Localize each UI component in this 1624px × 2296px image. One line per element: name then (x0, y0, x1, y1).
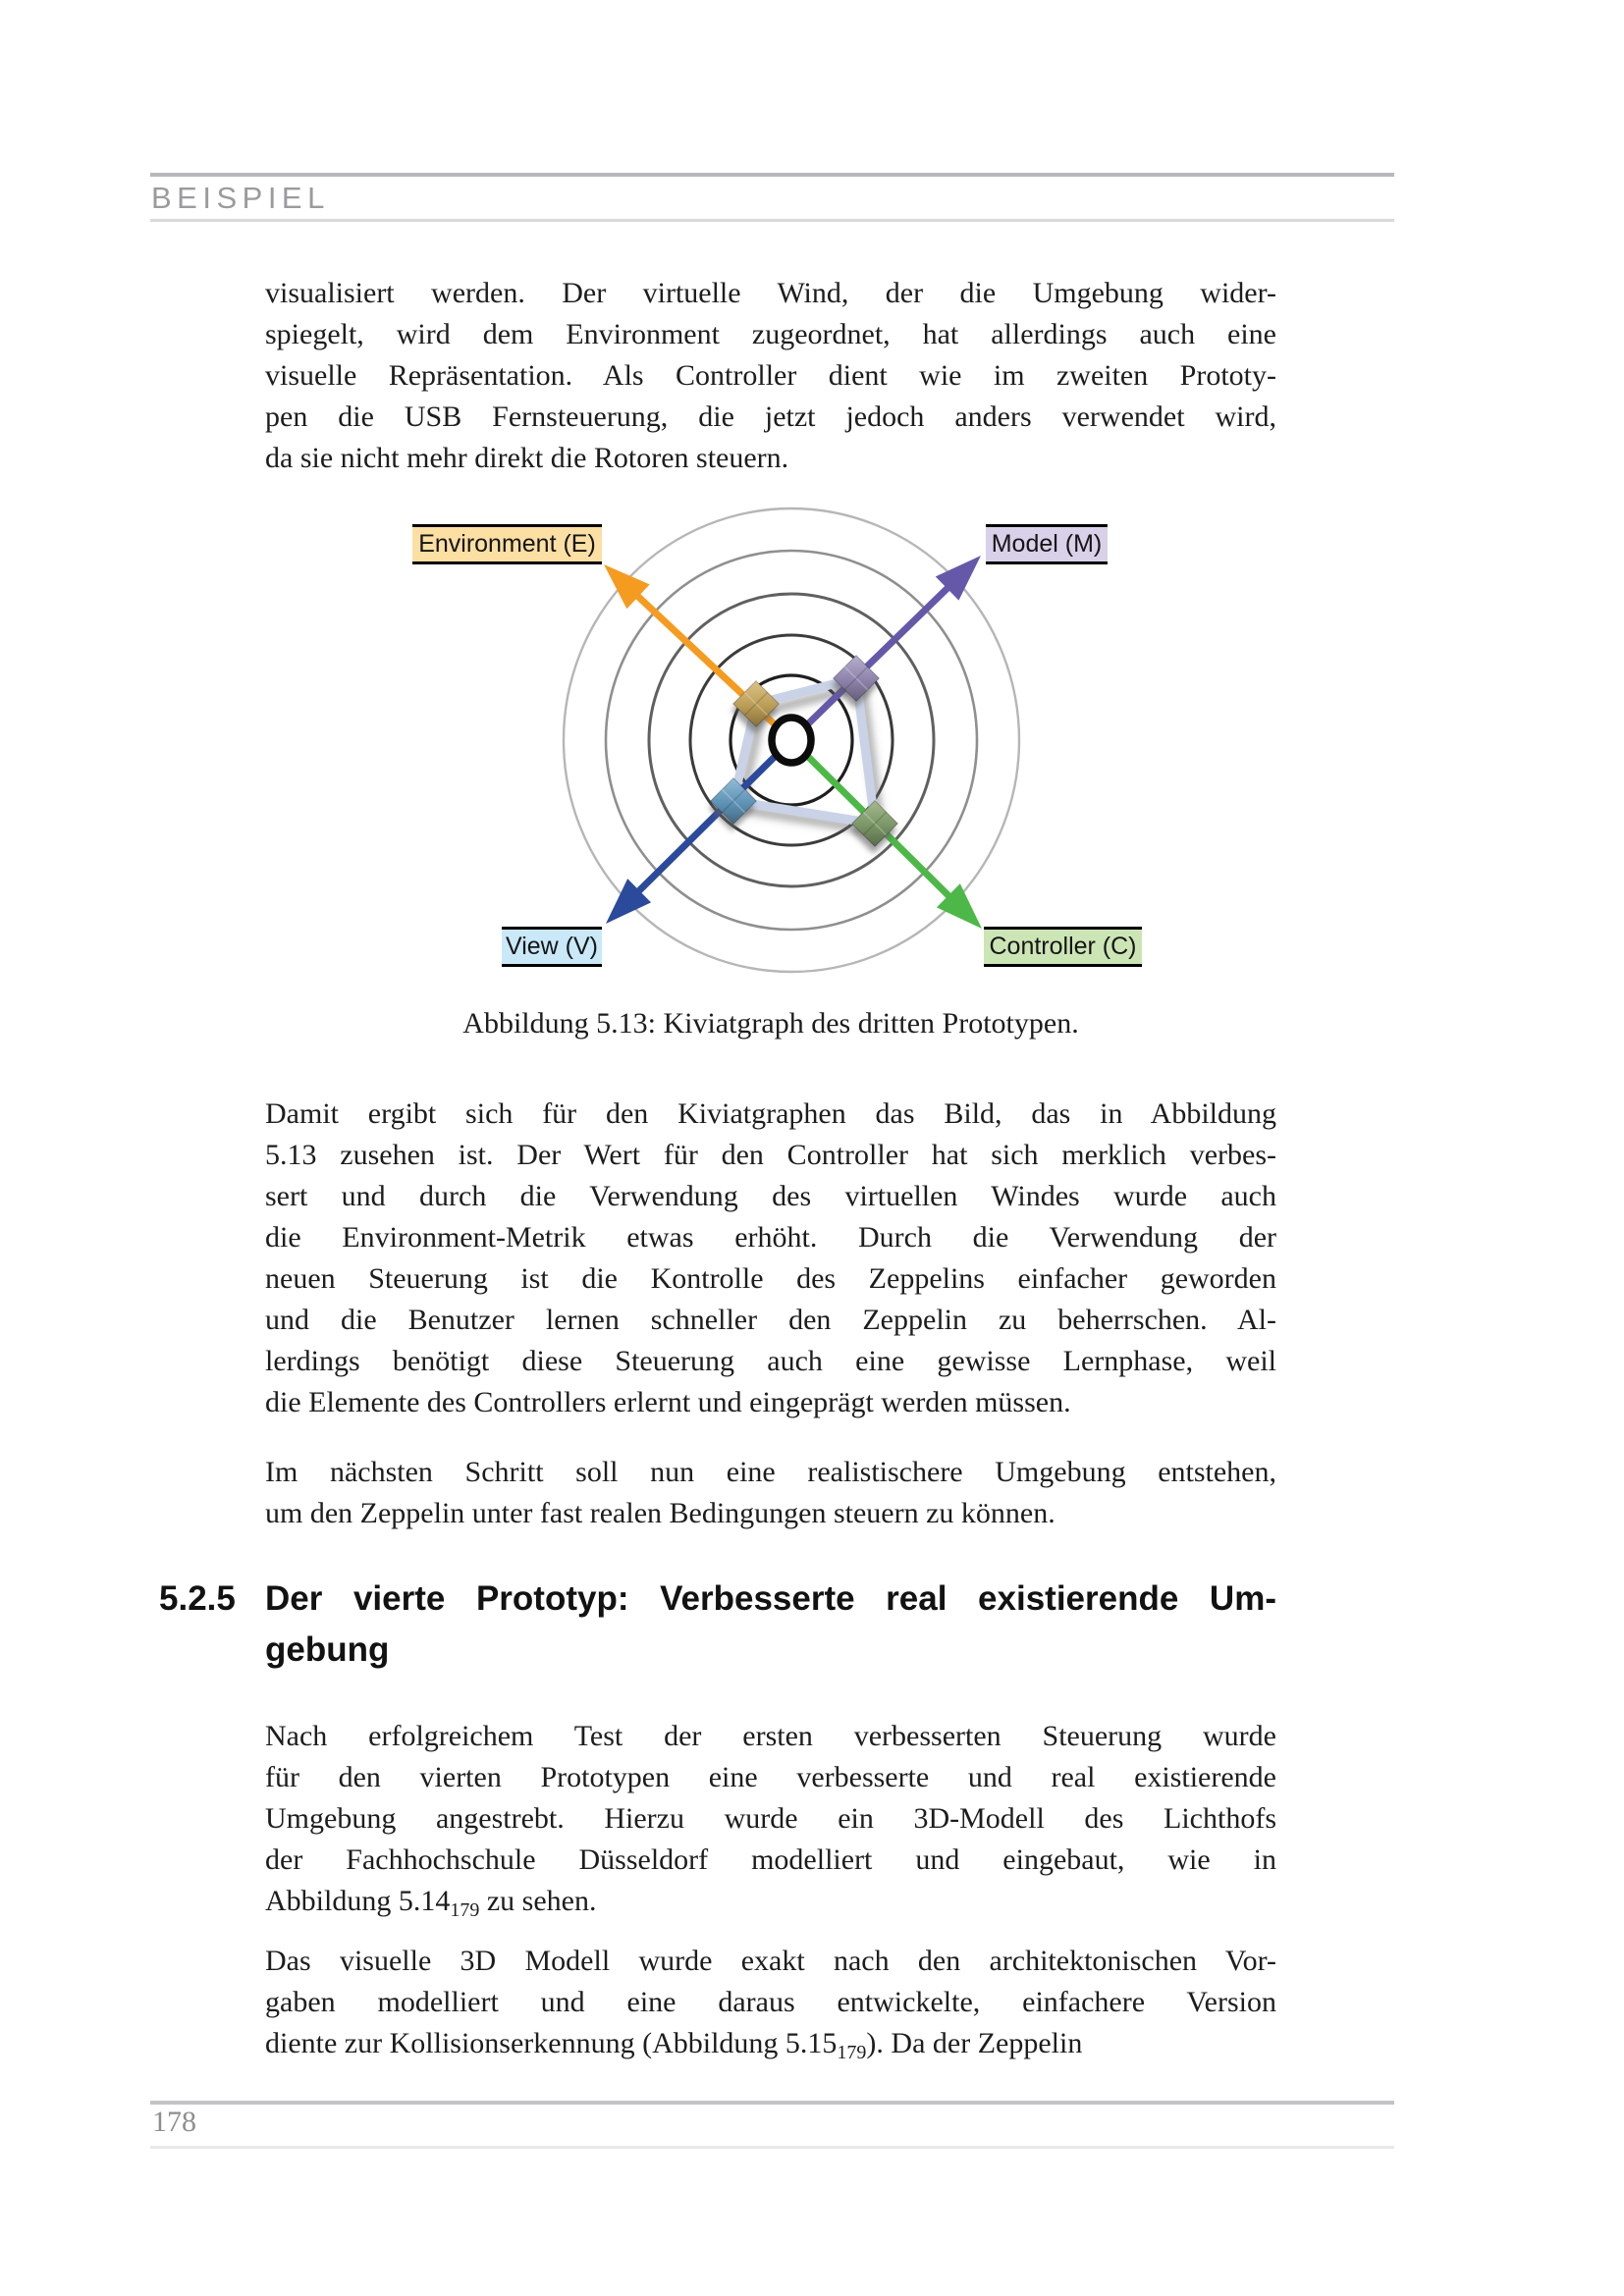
axis-label-text: View (V) (505, 933, 598, 960)
axis-arrow-view (606, 740, 791, 924)
text-line: visuelle Repräsentation. Als Controller dient wie im zweiten Prototy- (265, 359, 1276, 392)
text-line: visualisiert werden. Der virtuelle Wind, der die Umgebung wider- (265, 277, 1276, 309)
running-header: BEISPIEL (151, 181, 330, 215)
subscript-reference: 179 (450, 1899, 480, 1921)
text-line: die Elemente des Controllers erlernt und eingeprägt werden müssen. (265, 1386, 1071, 1418)
text-line: der Fachhochschule Düsseldorf modelliert und eingebaut, wie in (265, 1843, 1276, 1876)
text-line: Umgebung angestrebt. Hierzu wurde ein 3D-Modell des Lichthofs (265, 1802, 1276, 1835)
footer-rule-top (150, 2101, 1394, 2105)
text-line: sert und durch die Verwendung des virtuellen Windes wurde auch (265, 1180, 1276, 1212)
text-line: Damit ergibt sich für den Kiviatgraphen das Bild, das in Abbildung (265, 1097, 1276, 1130)
text-line: pen die USB Fernsteuerung, die jetzt jedoch anders verwendet wird, (265, 400, 1276, 433)
paragraph (265, 1452, 1276, 1534)
text-line: für den vierten Prototypen eine verbesserte und real existierende (265, 1761, 1276, 1793)
heading-line: Der vierte Prototyp: Verbesserte real existierende Um- (265, 1579, 1276, 1618)
text-line: spiegelt, wird dem Environment zugeordnet, hat allerdings auch eine (265, 318, 1276, 350)
axis-label-model (986, 524, 1108, 564)
section-number: 5.2.5 (159, 1579, 236, 1618)
center-circle (772, 718, 811, 763)
text-line: und die Benutzer lernen schneller den Zeppelin zu beherrschen. Al- (265, 1304, 1276, 1336)
axis-label-environment (412, 524, 602, 564)
axis-label-text: Environment (E) (418, 530, 596, 558)
text-line: da sie nicht mehr direkt die Rotoren steuern. (265, 442, 789, 474)
header-rule-bottom (150, 219, 1394, 222)
paragraph (265, 1716, 1276, 1922)
section-heading-text (265, 1574, 1276, 1676)
text-line: Abbildung $5.14_{179}$ zu sehen. (265, 1885, 597, 1921)
footer-rule-bottom (150, 2146, 1394, 2149)
subscript-reference: 179 (837, 2042, 867, 2063)
paragraph (265, 1941, 1276, 2064)
paragraph (265, 273, 1276, 479)
text-line: Im nächsten Schritt soll nun eine realistischere Umgebung entstehen, (265, 1456, 1276, 1488)
axis-label-text: Model (M) (991, 530, 1103, 558)
page-number: 178 (152, 2106, 196, 2138)
text-line: neuen Steuerung ist die Kontrolle des Zeppelins einfacher geworden (265, 1262, 1276, 1295)
text-line: um den Zeppelin unter fast realen Bedingungen steuern zu können. (265, 1497, 1056, 1529)
text-line: gaben modelliert und eine daraus entwickelte, einfachere Version (265, 1986, 1276, 2018)
axis-label-controller (984, 927, 1142, 967)
axis-label-view (502, 927, 602, 967)
text-line: Nach erfolgreichem Test der ersten verbesserten Steuerung wurde (265, 1720, 1276, 1752)
header-rule-top (150, 173, 1394, 177)
section-heading (159, 1574, 1278, 1676)
figure-caption: Abbildung 5.13: Kiviatgraph des dritten Prototypen. (462, 1007, 1079, 1040)
heading-line: gebung (265, 1630, 390, 1669)
text-line: diente zur Kollisionserkennung (Abbildung $5.15_{179}$). Da der Zeppelin (265, 2027, 1083, 2063)
text-line: lerdings benötigt diese Steuerung auch eine gewisse Lernphase, weil (265, 1345, 1276, 1377)
text-line: Das visuelle 3D Modell wurde exakt nach den architektonischen Vor- (265, 1945, 1276, 1977)
paragraph (265, 1094, 1276, 1423)
axis-label-text: Controller (C) (989, 933, 1137, 960)
text-line: die Environment-Metrik etwas erhöht. Durch die Verwendung der (265, 1221, 1276, 1254)
text-line: 5.13 zusehen ist. Der Wert für den Controller hat sich merklich verbes- (265, 1139, 1276, 1171)
